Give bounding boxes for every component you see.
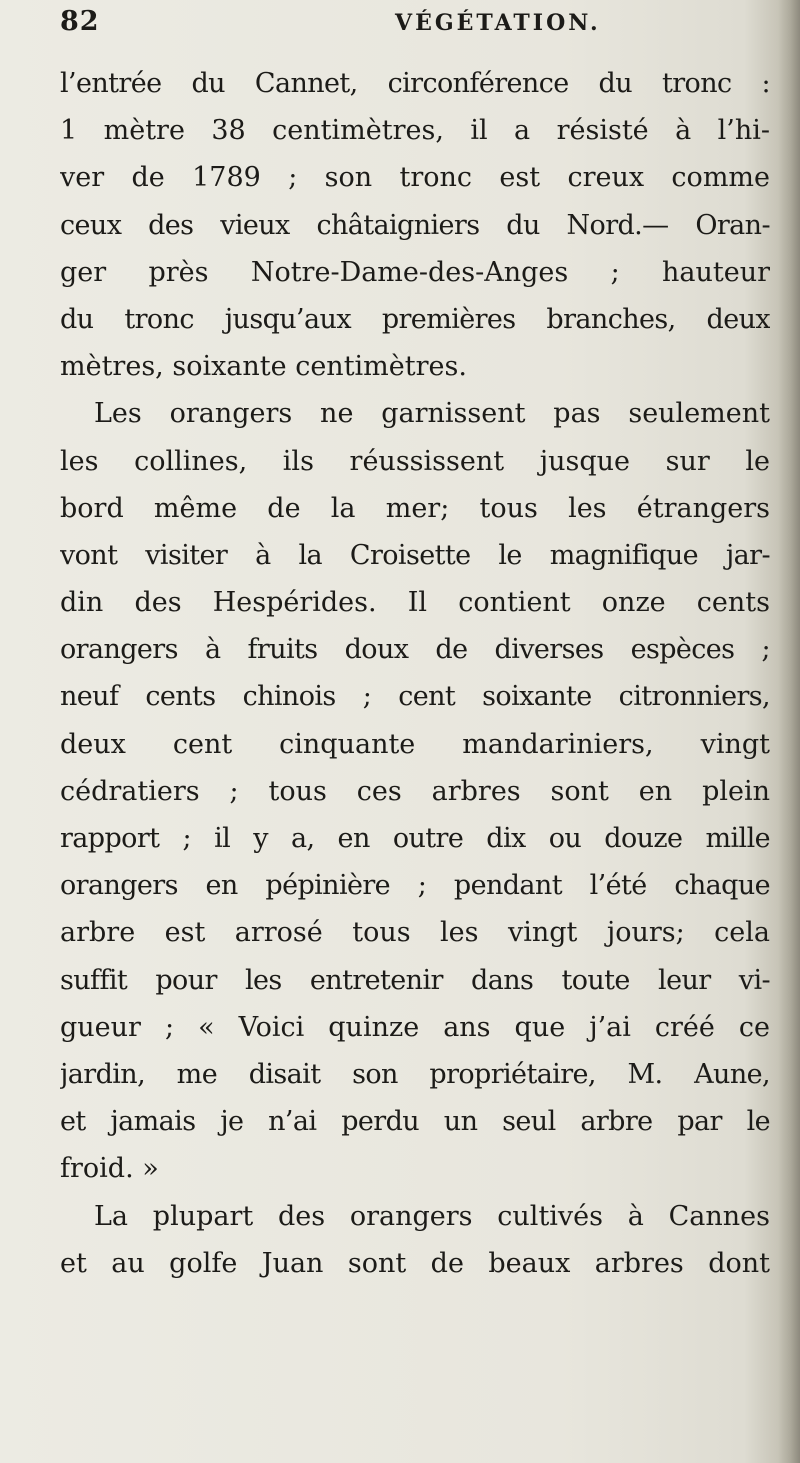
text-line: du tronc jusqu’aux premières branches, deux	[60, 303, 770, 335]
text-line: vont visiter à la Croisette le magnifique jar-	[60, 539, 770, 571]
text-line: cédratiers ; tous ces arbres sont en plein	[60, 775, 770, 807]
text-line: jardin, me disait son propriétaire, M. Aune,	[60, 1058, 770, 1090]
text-line: rapport ; il y a, en outre dix ou douze mille	[60, 823, 770, 854]
text-line: l’entrée du Cannet, circonférence du tronc :	[60, 68, 770, 99]
text-line: suffit pour les entretenir dans toute leur vi-	[60, 964, 770, 996]
page-header	[60, 6, 760, 46]
text-line: 1 mètre 38 centimètres, il a résisté à l’hi-	[60, 115, 770, 147]
text-line: orangers en pépinière ; pendant l’été chaque	[60, 870, 770, 902]
text-line: froid. »	[60, 1153, 159, 1185]
text-line: arbre est arrosé tous les vingt jours; cela	[60, 917, 770, 949]
text-line: deux cent cinquante mandariniers, vingt	[60, 728, 770, 760]
text-line: les collines, ils réussissent jusque sur le	[60, 445, 770, 477]
text-line: ver de 1789 ; son tronc est creux comme	[60, 162, 770, 194]
text-line: din des Hespérides. Il contient onze cents	[60, 587, 770, 619]
text-line: et au golfe Juan sont de beaux arbres dont	[60, 1247, 770, 1279]
paragraph-start-line: Les orangers ne garnissent pas seulement	[94, 398, 770, 430]
page-number: 82	[60, 6, 100, 37]
paragraph-start-line: La plupart des orangers cultivés à Cannes	[94, 1200, 770, 1232]
text-line: bord même de la mer; tous les étrangers	[60, 492, 770, 524]
body-text	[60, 60, 770, 1287]
running-title: VÉGÉTATION.	[395, 10, 601, 36]
text-line: ceux des vieux châtaigniers du Nord.— Oran-	[60, 209, 770, 241]
text-line: orangers à fruits doux de diverses espèces ;	[60, 634, 770, 666]
text-line: mètres, soixante centimètres.	[60, 351, 467, 383]
text-line: neuf cents chinois ; cent soixante citronniers,	[60, 681, 770, 713]
text-line: et jamais je n’ai perdu un seul arbre par le	[60, 1106, 770, 1138]
page-edge-shadow	[778, 0, 800, 1463]
text-line: gueur ; « Voici quinze ans que j’ai créé ce	[60, 1011, 770, 1043]
text-line: ger près Notre-Dame-des-Anges ; hauteur	[60, 256, 770, 288]
